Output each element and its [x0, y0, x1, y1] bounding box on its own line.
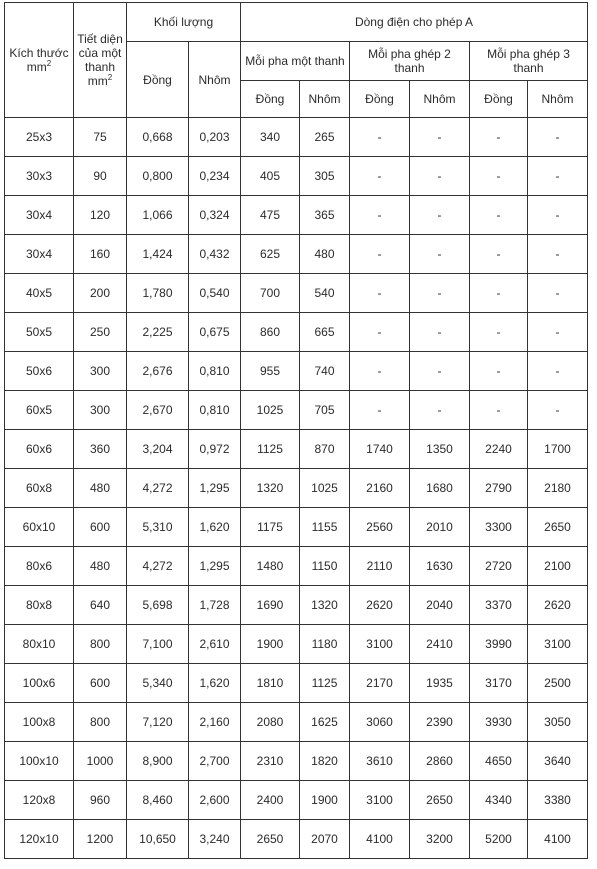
cell-two-bars-copper: 3100	[350, 781, 410, 820]
cell-three-bars-aluminum: -	[528, 196, 588, 235]
cell-one-bar-aluminum: 1155	[300, 508, 350, 547]
cell-section: 360	[74, 430, 127, 469]
cell-weight-aluminum: 1,295	[189, 547, 241, 586]
cell-three-bars-aluminum: -	[528, 313, 588, 352]
cell-section: 960	[74, 781, 127, 820]
cell-weight-copper: 5,310	[127, 508, 189, 547]
cell-three-bars-copper: -	[470, 391, 528, 430]
cell-one-bar-aluminum: 540	[300, 274, 350, 313]
cell-section: 120	[74, 196, 127, 235]
cell-size: 50x5	[5, 313, 74, 352]
section-unit: mm	[87, 74, 108, 88]
col-header-one-bar: Mỗi pha một thanh	[241, 42, 350, 81]
cell-three-bars-copper: 2240	[470, 430, 528, 469]
cell-two-bars-aluminum: -	[410, 118, 470, 157]
cell-three-bars-copper: 4650	[470, 742, 528, 781]
cell-size: 30x4	[5, 235, 74, 274]
cell-weight-copper: 4,272	[127, 469, 189, 508]
cell-size: 80x6	[5, 547, 74, 586]
cell-two-bars-aluminum: 2860	[410, 742, 470, 781]
cell-size: 50x6	[5, 352, 74, 391]
cell-weight-copper: 2,225	[127, 313, 189, 352]
col-header-size	[5, 3, 74, 118]
cell-size: 40x5	[5, 274, 74, 313]
cell-size: 100x8	[5, 703, 74, 742]
cell-one-bar-aluminum: 1900	[300, 781, 350, 820]
cell-one-bar-copper: 700	[241, 274, 300, 313]
cell-weight-copper: 8,900	[127, 742, 189, 781]
table-row	[5, 196, 588, 235]
cell-size: 60x8	[5, 469, 74, 508]
cell-weight-aluminum: 2,160	[189, 703, 241, 742]
cell-three-bars-aluminum: 1700	[528, 430, 588, 469]
cell-two-bars-aluminum: -	[410, 274, 470, 313]
col-header-section	[74, 3, 127, 118]
cell-weight-copper: 5,340	[127, 664, 189, 703]
cell-one-bar-aluminum: 1025	[300, 469, 350, 508]
busbar-spec-table	[4, 2, 588, 859]
table-row	[5, 664, 588, 703]
cell-section: 75	[74, 118, 127, 157]
cell-section: 480	[74, 469, 127, 508]
cell-two-bars-aluminum: 2010	[410, 508, 470, 547]
cell-section: 90	[74, 157, 127, 196]
cell-weight-aluminum: 0,675	[189, 313, 241, 352]
cell-section: 800	[74, 703, 127, 742]
cell-three-bars-aluminum: -	[528, 118, 588, 157]
table-row	[5, 742, 588, 781]
cell-one-bar-aluminum: 265	[300, 118, 350, 157]
cell-one-bar-copper: 2310	[241, 742, 300, 781]
cell-weight-copper: 10,650	[127, 820, 189, 859]
cell-weight-copper: 2,676	[127, 352, 189, 391]
table-row	[5, 391, 588, 430]
cell-one-bar-copper: 2650	[241, 820, 300, 859]
cell-weight-copper: 1,066	[127, 196, 189, 235]
cell-size: 80x10	[5, 625, 74, 664]
col-header-two-bars-aluminum: Nhôm	[410, 81, 470, 118]
cell-two-bars-copper: -	[350, 118, 410, 157]
cell-two-bars-aluminum: -	[410, 313, 470, 352]
cell-one-bar-aluminum: 705	[300, 391, 350, 430]
cell-three-bars-copper: -	[470, 196, 528, 235]
cell-one-bar-copper: 860	[241, 313, 300, 352]
col-header-weight-copper: Đồng	[127, 42, 189, 118]
cell-one-bar-copper: 1690	[241, 586, 300, 625]
cell-weight-aluminum: 1,620	[189, 508, 241, 547]
cell-three-bars-copper: -	[470, 235, 528, 274]
cell-weight-aluminum: 2,610	[189, 625, 241, 664]
cell-one-bar-copper: 1175	[241, 508, 300, 547]
cell-one-bar-copper: 1900	[241, 625, 300, 664]
size-label: Kích thước	[9, 46, 69, 60]
cell-weight-aluminum: 0,203	[189, 118, 241, 157]
cell-three-bars-copper: 5200	[470, 820, 528, 859]
cell-section: 480	[74, 547, 127, 586]
section-label-line1: Tiết diện	[77, 32, 123, 46]
cell-three-bars-copper: 3170	[470, 664, 528, 703]
cell-section: 1000	[74, 742, 127, 781]
cell-weight-copper: 1,424	[127, 235, 189, 274]
cell-weight-aluminum: 1,728	[189, 586, 241, 625]
cell-two-bars-copper: 3100	[350, 625, 410, 664]
cell-two-bars-aluminum: 2650	[410, 781, 470, 820]
cell-size: 100x6	[5, 664, 74, 703]
cell-two-bars-copper: 2160	[350, 469, 410, 508]
cell-one-bar-aluminum: 1820	[300, 742, 350, 781]
cell-section: 300	[74, 352, 127, 391]
cell-two-bars-copper: -	[350, 196, 410, 235]
cell-one-bar-copper: 1125	[241, 430, 300, 469]
cell-one-bar-aluminum: 740	[300, 352, 350, 391]
cell-one-bar-aluminum: 1125	[300, 664, 350, 703]
col-header-one-bar-aluminum: Nhôm	[300, 81, 350, 118]
cell-one-bar-copper: 1480	[241, 547, 300, 586]
section-unit-exp: 2	[107, 73, 113, 82]
cell-one-bar-aluminum: 1180	[300, 625, 350, 664]
cell-three-bars-copper: 4340	[470, 781, 528, 820]
cell-weight-aluminum: 1,620	[189, 664, 241, 703]
cell-weight-aluminum: 3,240	[189, 820, 241, 859]
col-header-current: Dòng điện cho phép A	[241, 3, 588, 42]
cell-one-bar-aluminum: 1150	[300, 547, 350, 586]
cell-section: 800	[74, 625, 127, 664]
col-header-three-bars: Mỗi pha ghép 3 thanh	[470, 42, 588, 81]
cell-three-bars-aluminum: -	[528, 157, 588, 196]
table-row	[5, 586, 588, 625]
cell-two-bars-aluminum: 2390	[410, 703, 470, 742]
cell-three-bars-aluminum: 2180	[528, 469, 588, 508]
cell-three-bars-copper: 3990	[470, 625, 528, 664]
cell-weight-copper: 7,100	[127, 625, 189, 664]
cell-three-bars-aluminum: 2620	[528, 586, 588, 625]
cell-two-bars-copper: 3060	[350, 703, 410, 742]
cell-two-bars-aluminum: -	[410, 391, 470, 430]
cell-one-bar-copper: 475	[241, 196, 300, 235]
cell-weight-aluminum: 1,295	[189, 469, 241, 508]
cell-one-bar-aluminum: 365	[300, 196, 350, 235]
section-label-line3: thanh	[84, 60, 116, 74]
cell-weight-copper: 1,780	[127, 274, 189, 313]
cell-two-bars-copper: 1740	[350, 430, 410, 469]
cell-one-bar-copper: 625	[241, 235, 300, 274]
cell-two-bars-copper: 4100	[350, 820, 410, 859]
cell-section: 1200	[74, 820, 127, 859]
cell-three-bars-copper: 2790	[470, 469, 528, 508]
cell-three-bars-copper: -	[470, 352, 528, 391]
cell-two-bars-aluminum: -	[410, 352, 470, 391]
cell-two-bars-copper: -	[350, 391, 410, 430]
cell-two-bars-copper: 2110	[350, 547, 410, 586]
cell-two-bars-aluminum: 1630	[410, 547, 470, 586]
cell-size: 30x4	[5, 196, 74, 235]
cell-three-bars-aluminum: 3100	[528, 625, 588, 664]
cell-three-bars-aluminum: -	[528, 235, 588, 274]
table-row	[5, 703, 588, 742]
col-header-two-bars: Mỗi pha ghép 2 thanh	[350, 42, 470, 81]
cell-section: 600	[74, 664, 127, 703]
cell-size: 60x10	[5, 508, 74, 547]
size-unit-exp: 2	[46, 59, 52, 68]
cell-weight-aluminum: 0,234	[189, 157, 241, 196]
cell-two-bars-copper: 2170	[350, 664, 410, 703]
cell-two-bars-aluminum: -	[410, 235, 470, 274]
cell-three-bars-aluminum: 2650	[528, 508, 588, 547]
cell-three-bars-aluminum: 3380	[528, 781, 588, 820]
cell-size: 60x5	[5, 391, 74, 430]
cell-size: 25x3	[5, 118, 74, 157]
cell-weight-copper: 3,204	[127, 430, 189, 469]
cell-weight-aluminum: 2,600	[189, 781, 241, 820]
cell-weight-aluminum: 0,810	[189, 391, 241, 430]
table-row	[5, 313, 588, 352]
cell-two-bars-copper: -	[350, 274, 410, 313]
cell-one-bar-aluminum: 480	[300, 235, 350, 274]
cell-three-bars-aluminum: 2500	[528, 664, 588, 703]
cell-section: 250	[74, 313, 127, 352]
table-row	[5, 469, 588, 508]
cell-two-bars-aluminum: 3200	[410, 820, 470, 859]
section-label-line2: của một	[78, 46, 122, 60]
cell-one-bar-aluminum: 305	[300, 157, 350, 196]
cell-weight-copper: 7,120	[127, 703, 189, 742]
cell-one-bar-aluminum: 1320	[300, 586, 350, 625]
cell-one-bar-aluminum: 2070	[300, 820, 350, 859]
cell-weight-aluminum: 0,972	[189, 430, 241, 469]
cell-three-bars-aluminum: -	[528, 352, 588, 391]
cell-weight-copper: 0,668	[127, 118, 189, 157]
table-row	[5, 235, 588, 274]
cell-two-bars-copper: -	[350, 157, 410, 196]
cell-one-bar-copper: 1810	[241, 664, 300, 703]
col-header-three-bars-aluminum: Nhôm	[528, 81, 588, 118]
cell-one-bar-copper: 1025	[241, 391, 300, 430]
cell-size: 120x10	[5, 820, 74, 859]
cell-one-bar-copper: 2400	[241, 781, 300, 820]
table-body	[5, 118, 588, 859]
table-row	[5, 547, 588, 586]
cell-three-bars-copper: 2720	[470, 547, 528, 586]
cell-size: 120x8	[5, 781, 74, 820]
cell-two-bars-copper: -	[350, 313, 410, 352]
table-header	[5, 3, 588, 118]
table-row	[5, 781, 588, 820]
cell-three-bars-aluminum: 3640	[528, 742, 588, 781]
cell-two-bars-aluminum: 2040	[410, 586, 470, 625]
cell-one-bar-aluminum: 1625	[300, 703, 350, 742]
cell-one-bar-copper: 340	[241, 118, 300, 157]
cell-one-bar-copper: 2080	[241, 703, 300, 742]
cell-section: 200	[74, 274, 127, 313]
cell-one-bar-copper: 1320	[241, 469, 300, 508]
cell-size: 80x8	[5, 586, 74, 625]
cell-one-bar-copper: 955	[241, 352, 300, 391]
cell-three-bars-copper: 3370	[470, 586, 528, 625]
cell-three-bars-aluminum: -	[528, 274, 588, 313]
cell-section: 300	[74, 391, 127, 430]
cell-two-bars-aluminum: -	[410, 157, 470, 196]
cell-weight-aluminum: 0,810	[189, 352, 241, 391]
table-row	[5, 157, 588, 196]
cell-weight-copper: 0,800	[127, 157, 189, 196]
cell-three-bars-aluminum: 2100	[528, 547, 588, 586]
cell-three-bars-aluminum: 4100	[528, 820, 588, 859]
cell-two-bars-aluminum: 1680	[410, 469, 470, 508]
cell-three-bars-aluminum: -	[528, 391, 588, 430]
cell-weight-copper: 5,698	[127, 586, 189, 625]
col-header-weight: Khối lượng	[127, 3, 241, 42]
cell-weight-aluminum: 0,540	[189, 274, 241, 313]
table-row	[5, 274, 588, 313]
table-row	[5, 118, 588, 157]
cell-two-bars-aluminum: 1935	[410, 664, 470, 703]
cell-two-bars-aluminum: -	[410, 196, 470, 235]
cell-weight-aluminum: 0,324	[189, 196, 241, 235]
cell-three-bars-copper: 3300	[470, 508, 528, 547]
cell-two-bars-copper: 2560	[350, 508, 410, 547]
cell-weight-copper: 4,272	[127, 547, 189, 586]
cell-three-bars-copper: 3930	[470, 703, 528, 742]
cell-one-bar-copper: 405	[241, 157, 300, 196]
cell-three-bars-copper: -	[470, 313, 528, 352]
cell-two-bars-aluminum: 2410	[410, 625, 470, 664]
size-unit: mm	[26, 60, 47, 74]
col-header-two-bars-copper: Đồng	[350, 81, 410, 118]
col-header-weight-aluminum: Nhôm	[189, 42, 241, 118]
cell-two-bars-copper: 2620	[350, 586, 410, 625]
cell-two-bars-copper: 3610	[350, 742, 410, 781]
cell-two-bars-copper: -	[350, 352, 410, 391]
cell-two-bars-aluminum: 1350	[410, 430, 470, 469]
table-row	[5, 625, 588, 664]
table-row	[5, 820, 588, 859]
cell-weight-aluminum: 2,700	[189, 742, 241, 781]
cell-one-bar-aluminum: 870	[300, 430, 350, 469]
cell-weight-copper: 2,670	[127, 391, 189, 430]
cell-one-bar-aluminum: 665	[300, 313, 350, 352]
table-row	[5, 430, 588, 469]
cell-three-bars-copper: -	[470, 118, 528, 157]
cell-section: 600	[74, 508, 127, 547]
cell-weight-copper: 8,460	[127, 781, 189, 820]
cell-section: 640	[74, 586, 127, 625]
cell-three-bars-copper: -	[470, 157, 528, 196]
col-header-one-bar-copper: Đồng	[241, 81, 300, 118]
cell-section: 160	[74, 235, 127, 274]
cell-three-bars-aluminum: 3050	[528, 703, 588, 742]
cell-size: 100x10	[5, 742, 74, 781]
header-row-1	[5, 3, 588, 42]
table-row	[5, 508, 588, 547]
table-row	[5, 352, 588, 391]
cell-three-bars-copper: -	[470, 274, 528, 313]
col-header-three-bars-copper: Đồng	[470, 81, 528, 118]
cell-two-bars-copper: -	[350, 235, 410, 274]
cell-weight-aluminum: 0,432	[189, 235, 241, 274]
cell-size: 30x3	[5, 157, 74, 196]
cell-size: 60x6	[5, 430, 74, 469]
